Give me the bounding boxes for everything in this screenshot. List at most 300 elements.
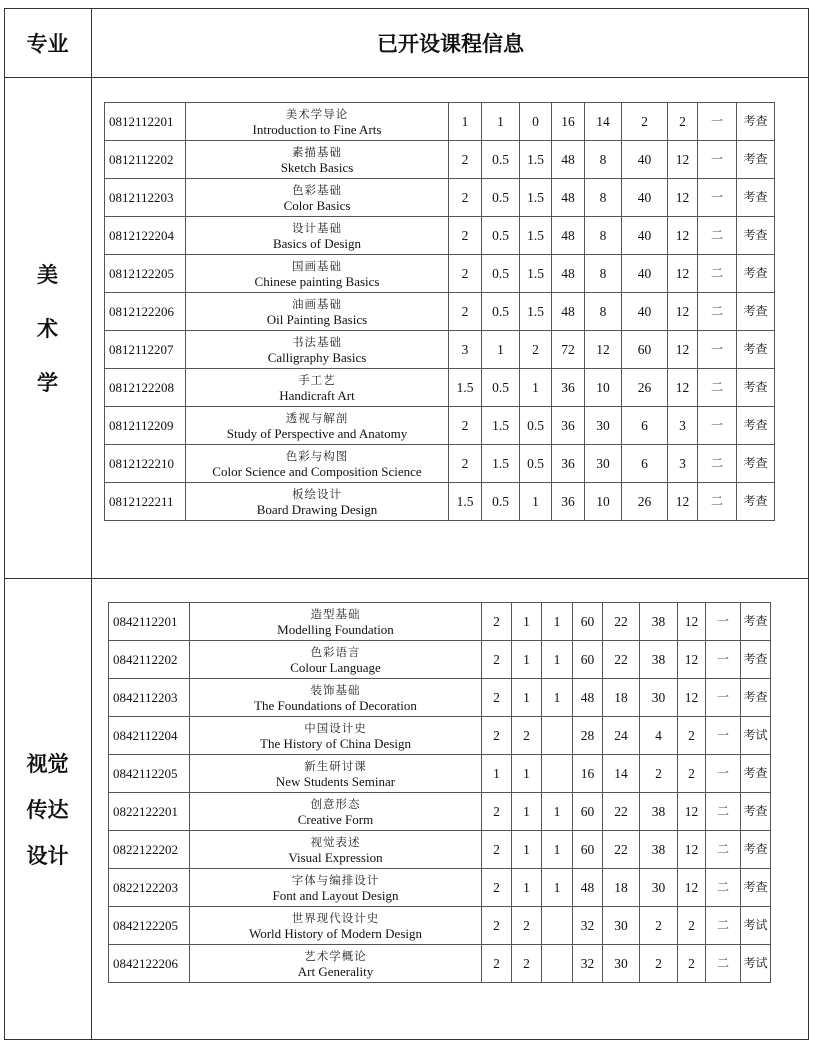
course-name-cn: 色彩基础 (292, 182, 342, 197)
practice-credits: 1 (542, 793, 573, 831)
practice-credits: 0 (520, 103, 552, 141)
course-name (186, 483, 449, 521)
course-name-cn: 国画基础 (292, 258, 342, 273)
practice-credits: 1 (542, 869, 573, 907)
practice-credits: 1 (542, 641, 573, 679)
course-code: 0812122211 (105, 483, 186, 521)
theory-credits: 1 (482, 103, 520, 141)
lecture-hours: 30 (603, 907, 640, 945)
course-row (109, 907, 771, 945)
practice-hours: 40 (622, 255, 668, 293)
theory-credits: 1 (512, 641, 542, 679)
course-code: 0812112203 (105, 179, 186, 217)
course-row (109, 717, 771, 755)
total-hours: 60 (573, 831, 603, 869)
theory-credits: 1 (512, 869, 542, 907)
weeks: 12 (668, 369, 698, 407)
course-row (105, 331, 775, 369)
weeks: 12 (668, 217, 698, 255)
course-name (190, 945, 482, 983)
course-name-en: Handicraft Art (279, 387, 355, 403)
semester: 一 (698, 141, 737, 179)
lecture-hours: 12 (585, 331, 622, 369)
theory-credits: 0.5 (482, 179, 520, 217)
course-code: 0842112204 (109, 717, 190, 755)
theory-credits: 0.5 (482, 369, 520, 407)
practice-hours: 40 (622, 179, 668, 217)
total-hours: 48 (573, 869, 603, 907)
course-name (190, 717, 482, 755)
assessment-type: 考查 (737, 293, 775, 331)
lecture-hours: 18 (603, 869, 640, 907)
course-row (109, 831, 771, 869)
total-hours: 32 (573, 907, 603, 945)
course-name (186, 103, 449, 141)
credits: 2 (449, 141, 482, 179)
practice-credits (542, 907, 573, 945)
total-hours: 48 (552, 293, 585, 331)
practice-credits: 1 (542, 679, 573, 717)
total-hours: 48 (552, 217, 585, 255)
major-char: 术 (37, 317, 58, 341)
semester: 二 (698, 369, 737, 407)
course-name-en: The History of China Design (260, 735, 411, 751)
course-code: 0812122206 (105, 293, 186, 331)
practice-credits: 1 (542, 603, 573, 641)
major-fine-arts (4, 78, 91, 578)
total-hours: 28 (573, 717, 603, 755)
practice-hours: 2 (640, 945, 678, 983)
semester: 二 (706, 831, 741, 869)
course-code: 0812122204 (105, 217, 186, 255)
theory-credits: 1 (482, 331, 520, 369)
course-name-en: Basics of Design (272, 235, 362, 251)
weeks: 12 (678, 603, 706, 641)
credits: 2 (449, 255, 482, 293)
course-name (190, 907, 482, 945)
practice-hours: 40 (622, 217, 668, 255)
course-name-cn: 美术学导论 (285, 106, 349, 121)
semester: 二 (698, 255, 737, 293)
course-name (190, 603, 482, 641)
course-name (186, 141, 449, 179)
course-name (186, 217, 449, 255)
practice-credits: 1.5 (520, 293, 552, 331)
course-row (105, 445, 775, 483)
lecture-hours: 30 (603, 945, 640, 983)
course-code: 0812122208 (105, 369, 186, 407)
semester: 一 (698, 331, 737, 369)
course-name (186, 255, 449, 293)
practice-credits: 1.5 (520, 255, 552, 293)
practice-credits: 1 (520, 483, 552, 521)
course-name-en: Board Drawing Design (256, 501, 378, 517)
course-row (105, 179, 775, 217)
assessment-type: 考查 (741, 679, 771, 717)
credits: 2 (449, 445, 482, 483)
lecture-hours: 8 (585, 217, 622, 255)
lecture-hours: 24 (603, 717, 640, 755)
course-row (109, 793, 771, 831)
lecture-hours: 10 (585, 369, 622, 407)
course-name-cn: 设计基础 (292, 220, 342, 235)
course-name-en: The Foundations of Decoration (254, 697, 417, 713)
lecture-hours: 8 (585, 293, 622, 331)
semester: 二 (706, 945, 741, 983)
course-row (105, 483, 775, 521)
semester: 二 (698, 217, 737, 255)
course-name-en: Font and Layout Design (272, 887, 399, 903)
assessment-type: 考查 (741, 641, 771, 679)
total-hours: 36 (552, 445, 585, 483)
assessment-type: 考查 (737, 103, 775, 141)
lecture-hours: 18 (603, 679, 640, 717)
total-hours: 60 (573, 603, 603, 641)
theory-credits: 0.5 (482, 483, 520, 521)
assessment-type: 考试 (741, 945, 771, 983)
assessment-type: 考查 (741, 793, 771, 831)
course-name (190, 755, 482, 793)
assessment-type: 考查 (737, 179, 775, 217)
semester: 二 (706, 869, 741, 907)
course-row (105, 369, 775, 407)
practice-credits: 2 (520, 331, 552, 369)
course-row (109, 869, 771, 907)
practice-credits: 1 (542, 831, 573, 869)
practice-credits: 0.5 (520, 445, 552, 483)
course-name-cn: 字体与编排设计 (291, 872, 380, 887)
weeks: 2 (678, 717, 706, 755)
weeks: 12 (668, 483, 698, 521)
course-name-cn: 色彩语言 (310, 644, 361, 659)
practice-hours: 38 (640, 603, 678, 641)
course-code: 0812112202 (105, 141, 186, 179)
course-code: 0842112201 (109, 603, 190, 641)
credits: 2 (449, 217, 482, 255)
course-name-en: Color Basics (283, 197, 351, 213)
total-hours: 48 (552, 255, 585, 293)
theory-credits: 2 (512, 945, 542, 983)
assessment-type: 考查 (737, 369, 775, 407)
header-divider (4, 77, 809, 78)
lecture-hours: 8 (585, 255, 622, 293)
course-name-cn: 世界现代设计史 (291, 910, 380, 925)
course-name-cn: 油画基础 (292, 296, 342, 311)
practice-hours: 38 (640, 793, 678, 831)
course-code: 0812112209 (105, 407, 186, 445)
weeks: 2 (668, 103, 698, 141)
practice-hours: 6 (622, 445, 668, 483)
major-char: 设计 (26, 844, 69, 868)
major-visual-communication (4, 579, 91, 1039)
course-row (109, 945, 771, 983)
weeks: 3 (668, 407, 698, 445)
course-name-en: Creative Form (297, 811, 374, 827)
course-row (109, 755, 771, 793)
course-code: 0842112202 (109, 641, 190, 679)
theory-credits: 1 (512, 679, 542, 717)
course-name (186, 293, 449, 331)
total-hours: 32 (573, 945, 603, 983)
course-name-en: Chinese painting Basics (254, 273, 380, 289)
course-name-cn: 手工艺 (298, 372, 336, 387)
practice-hours: 2 (640, 755, 678, 793)
practice-credits: 1.5 (520, 141, 552, 179)
theory-credits: 1 (512, 755, 542, 793)
theory-credits: 1.5 (482, 445, 520, 483)
course-row (105, 141, 775, 179)
practice-hours: 26 (622, 369, 668, 407)
practice-hours: 38 (640, 641, 678, 679)
semester: 一 (706, 717, 741, 755)
lecture-hours: 10 (585, 483, 622, 521)
weeks: 12 (678, 831, 706, 869)
weeks: 12 (668, 293, 698, 331)
credits: 2 (482, 603, 512, 641)
course-code: 0812122205 (105, 255, 186, 293)
course-name (186, 445, 449, 483)
course-row (109, 641, 771, 679)
weeks: 3 (668, 445, 698, 483)
semester: 一 (698, 179, 737, 217)
lecture-hours: 30 (585, 445, 622, 483)
course-name-en: Calligraphy Basics (267, 349, 367, 365)
course-name (190, 831, 482, 869)
major-char: 美 (37, 263, 58, 287)
course-name (186, 179, 449, 217)
course-row (105, 293, 775, 331)
course-name (186, 407, 449, 445)
assessment-type: 考查 (737, 483, 775, 521)
semester: 一 (706, 641, 741, 679)
course-name-en: Art Generality (297, 963, 374, 979)
course-name (190, 679, 482, 717)
practice-hours: 40 (622, 141, 668, 179)
practice-hours: 38 (640, 831, 678, 869)
theory-credits: 2 (512, 717, 542, 755)
semester: 二 (706, 793, 741, 831)
course-name-cn: 造型基础 (310, 606, 361, 621)
course-code: 0842112205 (109, 755, 190, 793)
weeks: 2 (678, 755, 706, 793)
credits: 2 (482, 793, 512, 831)
course-code: 0812122210 (105, 445, 186, 483)
total-hours: 72 (552, 331, 585, 369)
credits: 2 (482, 869, 512, 907)
semester: 一 (706, 679, 741, 717)
course-name-en: Study of Perspective and Anatomy (226, 425, 408, 441)
course-name-cn: 视觉表述 (310, 834, 361, 849)
column-divider (91, 8, 92, 1040)
credits: 2 (449, 293, 482, 331)
course-name-cn: 素描基础 (292, 144, 342, 159)
lecture-hours: 8 (585, 141, 622, 179)
credits: 3 (449, 331, 482, 369)
course-row (105, 217, 775, 255)
semester: 一 (698, 103, 737, 141)
course-name (186, 331, 449, 369)
assessment-type: 考查 (741, 603, 771, 641)
theory-credits: 0.5 (482, 141, 520, 179)
course-code: 0842122205 (109, 907, 190, 945)
practice-credits: 0.5 (520, 407, 552, 445)
weeks: 12 (668, 255, 698, 293)
weeks: 2 (678, 945, 706, 983)
assessment-type: 考查 (737, 141, 775, 179)
course-name-cn: 中国设计史 (304, 720, 367, 735)
semester: 二 (698, 293, 737, 331)
course-name-en: World History of Modern Design (249, 925, 422, 941)
course-code: 0812112207 (105, 331, 186, 369)
visual-communication-course-table (108, 602, 771, 983)
semester: 一 (706, 755, 741, 793)
course-name-en: Visual Expression (288, 849, 383, 865)
course-name (190, 641, 482, 679)
total-hours: 16 (573, 755, 603, 793)
course-name-en: Color Science and Composition Science (212, 463, 422, 479)
lecture-hours: 22 (603, 793, 640, 831)
total-hours: 48 (552, 141, 585, 179)
credits: 1 (482, 755, 512, 793)
theory-credits: 0.5 (482, 255, 520, 293)
credits: 2 (449, 407, 482, 445)
major-header: 专业 (26, 31, 69, 56)
course-row (109, 603, 771, 641)
weeks: 2 (678, 907, 706, 945)
semester: 一 (698, 407, 737, 445)
assessment-type: 考查 (741, 755, 771, 793)
lecture-hours: 14 (585, 103, 622, 141)
assessment-type: 考查 (737, 331, 775, 369)
major-char: 传达 (26, 798, 69, 822)
credits: 2 (482, 831, 512, 869)
course-name-en: New Students Seminar (275, 773, 396, 789)
credits: 2 (482, 641, 512, 679)
course-name-cn: 板绘设计 (292, 486, 342, 501)
course-name-cn: 创意形态 (310, 796, 361, 811)
weeks: 12 (678, 641, 706, 679)
course-row (109, 679, 771, 717)
course-row (105, 255, 775, 293)
assessment-type: 考查 (741, 831, 771, 869)
course-name-cn: 书法基础 (292, 334, 342, 349)
course-name (190, 869, 482, 907)
course-name-cn: 装饰基础 (310, 682, 361, 697)
course-name-en: Modelling Foundation (277, 621, 394, 637)
weeks: 12 (668, 331, 698, 369)
lecture-hours: 14 (603, 755, 640, 793)
weeks: 12 (678, 869, 706, 907)
total-hours: 48 (552, 179, 585, 217)
total-hours: 60 (573, 641, 603, 679)
credits: 2 (482, 717, 512, 755)
total-hours: 60 (573, 793, 603, 831)
course-code: 0842112203 (109, 679, 190, 717)
total-hours: 36 (552, 407, 585, 445)
total-hours: 36 (552, 483, 585, 521)
semester: 二 (698, 483, 737, 521)
lecture-hours: 22 (603, 603, 640, 641)
theory-credits: 0.5 (482, 293, 520, 331)
course-info-header: 已开设课程信息 (377, 31, 524, 56)
course-name-cn: 新生研讨课 (304, 758, 367, 773)
assessment-type: 考查 (737, 217, 775, 255)
semester: 二 (698, 445, 737, 483)
course-name (190, 793, 482, 831)
theory-credits: 1 (512, 603, 542, 641)
weeks: 12 (668, 179, 698, 217)
course-code: 0822122201 (109, 793, 190, 831)
practice-hours: 2 (640, 907, 678, 945)
total-hours: 36 (552, 369, 585, 407)
assessment-type: 考试 (741, 717, 771, 755)
practice-credits: 1.5 (520, 179, 552, 217)
course-name-en: Colour Language (290, 659, 381, 675)
assessment-type: 考查 (737, 445, 775, 483)
credits: 2 (482, 945, 512, 983)
lecture-hours: 22 (603, 831, 640, 869)
credits: 2 (482, 679, 512, 717)
course-name-en: Oil Painting Basics (266, 311, 368, 327)
practice-hours: 26 (622, 483, 668, 521)
practice-hours: 4 (640, 717, 678, 755)
semester: 一 (706, 603, 741, 641)
course-name-cn: 艺术学概论 (304, 948, 367, 963)
practice-hours: 6 (622, 407, 668, 445)
theory-credits: 1 (512, 831, 542, 869)
lecture-hours: 22 (603, 641, 640, 679)
theory-credits: 1.5 (482, 407, 520, 445)
weeks: 12 (678, 679, 706, 717)
lecture-hours: 8 (585, 179, 622, 217)
course-row (105, 407, 775, 445)
course-code: 0812112201 (105, 103, 186, 141)
credits: 2 (482, 907, 512, 945)
practice-credits: 1 (520, 369, 552, 407)
course-code: 0822122203 (109, 869, 190, 907)
lecture-hours: 30 (585, 407, 622, 445)
practice-hours: 30 (640, 679, 678, 717)
theory-credits: 0.5 (482, 217, 520, 255)
practice-hours: 2 (622, 103, 668, 141)
major-char: 学 (37, 371, 58, 395)
course-name-cn: 透视与解剖 (285, 410, 349, 425)
course-name-en: Sketch Basics (280, 159, 354, 175)
credits: 1.5 (449, 369, 482, 407)
practice-credits (542, 717, 573, 755)
total-hours: 48 (573, 679, 603, 717)
practice-hours: 40 (622, 293, 668, 331)
credits: 1 (449, 103, 482, 141)
assessment-type: 考查 (741, 869, 771, 907)
fine-arts-course-table (104, 102, 775, 521)
theory-credits: 1 (512, 793, 542, 831)
weeks: 12 (668, 141, 698, 179)
weeks: 12 (678, 793, 706, 831)
assessment-type: 考查 (737, 407, 775, 445)
practice-hours: 30 (640, 869, 678, 907)
semester: 二 (706, 907, 741, 945)
theory-credits: 2 (512, 907, 542, 945)
course-name-en: Introduction to Fine Arts (252, 121, 382, 137)
section-divider (4, 578, 809, 579)
assessment-type: 考查 (737, 255, 775, 293)
practice-credits (542, 945, 573, 983)
major-char: 视觉 (26, 752, 69, 776)
course-name (186, 369, 449, 407)
practice-credits (542, 755, 573, 793)
total-hours: 16 (552, 103, 585, 141)
